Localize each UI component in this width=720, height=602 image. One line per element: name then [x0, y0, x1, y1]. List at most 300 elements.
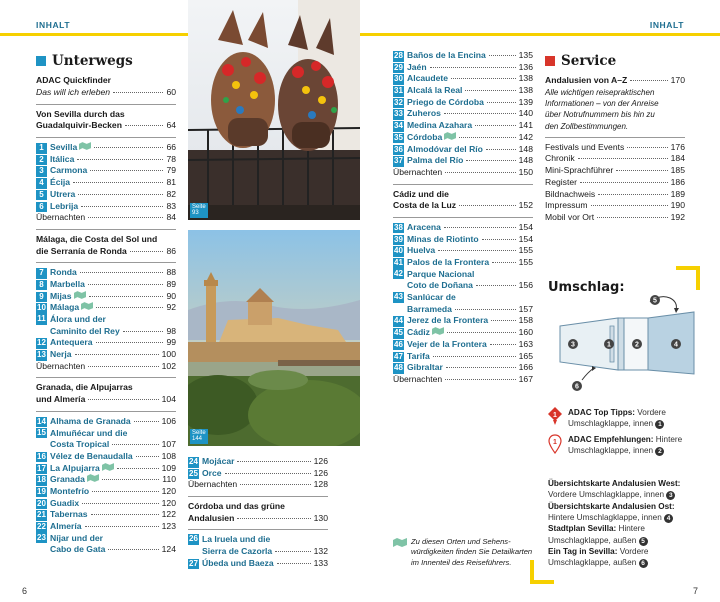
destination-entry[interactable] [36, 337, 176, 349]
destination-name: Guadix [50, 497, 80, 508]
destination-page: 89 [166, 278, 176, 289]
destination-number: 10 [37, 303, 46, 313]
destination-page: 141 [518, 120, 533, 131]
destination-name-cont: Sierra de Cazorla [202, 546, 273, 557]
recommendation-marker-icon [548, 434, 562, 454]
destination-number: 19 [37, 486, 46, 496]
service-entry-page: 184 [670, 153, 685, 164]
destination-name-cont: Barrameda [407, 303, 452, 314]
destination-name: Marbella [50, 278, 85, 289]
destination-entry-cont[interactable] [36, 326, 176, 338]
destination-number: 4 [36, 178, 47, 189]
divider [36, 229, 176, 230]
destination-entry[interactable] [393, 120, 533, 132]
destination-page: 120 [161, 485, 176, 496]
destination-name: Almuñécar und die [50, 427, 128, 438]
destination-number: 23 [37, 532, 46, 542]
destination-name: Tarifa [407, 350, 430, 361]
destination-name: Baños de la Encina [407, 50, 486, 60]
header-left: INHALT [36, 20, 71, 30]
divider [36, 104, 176, 105]
cover-map-entry[interactable]: Übersichtskarte Andalusien Ost: Hintere Umschlagklappe, innen 4 [548, 501, 675, 522]
destination-number: 21 [37, 510, 46, 520]
map-icon [81, 302, 93, 310]
destination-page: 133 [313, 557, 328, 568]
cover-map-entry[interactable]: Ein Tag in Sevilla: Vordere Umschlagklappe, außen 6 [548, 546, 649, 568]
group-title: Granada, die Alpujarras [36, 382, 133, 393]
group-entry[interactable]: Andalusien 130 [188, 512, 328, 523]
destination-entry-cont[interactable] [36, 439, 176, 451]
destination-name: Ronda [50, 267, 77, 278]
destination-page: 99 [166, 337, 176, 348]
destination-name: Minas de Riotinto [407, 233, 479, 244]
column-three [393, 50, 533, 386]
az-entry[interactable]: Andalusien von A–Z 170 [545, 75, 685, 86]
column-unterwegs [36, 52, 176, 556]
destination-entry[interactable] [36, 428, 176, 440]
destination-entry[interactable] [188, 468, 328, 480]
cover-diagram [548, 288, 698, 398]
svg-text:1: 1 [553, 439, 557, 446]
corner-mark-top-right [676, 266, 700, 290]
destination-number: 17 [37, 463, 46, 473]
destination-name: Écija [50, 177, 71, 188]
destination-page: 155 [518, 257, 533, 267]
destination-page: 82 [166, 188, 176, 199]
destination-name: Sevilla [50, 142, 78, 153]
destination-entry[interactable] [393, 155, 533, 167]
destination-entry[interactable] [36, 533, 176, 545]
map-icon [432, 327, 444, 335]
destination-entry-cont[interactable] [36, 544, 176, 556]
destination-number: 40 [394, 246, 403, 256]
cover-mark-4: 4 [674, 341, 678, 349]
ref-badge: 3 [666, 491, 675, 500]
destination-name-cont: Caminito del Rey [50, 325, 120, 336]
destination-entry[interactable] [36, 349, 176, 361]
destination-number: 13 [37, 350, 46, 360]
umschlag-title: Umschlag: [548, 280, 625, 295]
top-tipp-marker-icon [548, 407, 562, 425]
service-entry-name: Register [545, 176, 577, 187]
destination-entry[interactable] [393, 327, 533, 339]
service-entry[interactable] [545, 142, 685, 154]
destination-page: 78 [166, 153, 176, 164]
empfehlungen-legend: 1 ADAC Empfehlungen: Hintere Umschlagklappe, innen 2 [548, 434, 698, 457]
overnight-entry[interactable]: Übernachten 150 [393, 166, 533, 177]
ref-badge: 5 [639, 537, 648, 546]
destination-entry[interactable] [393, 362, 533, 374]
group-title: Córdoba und das grüne [188, 501, 285, 512]
destination-number: 47 [394, 351, 403, 361]
destination-page: 166 [518, 362, 533, 373]
destination-name: Vejer de la Frontera [407, 338, 487, 349]
destination-entry[interactable] [188, 558, 328, 570]
destination-number: 24 [189, 457, 198, 466]
blue-square-icon [36, 56, 46, 66]
section-title-unterwegs: Unterwegs [36, 52, 176, 70]
destination-name: Málaga [50, 302, 80, 313]
destination-page: 157 [518, 303, 533, 314]
destination-name: Parque Nacional [407, 268, 475, 279]
destination-entry[interactable] [36, 463, 176, 475]
overnight-entry[interactable]: Übernachten 128 [188, 479, 328, 490]
destination-number: 22 [37, 522, 46, 532]
destination-page: 154 [518, 221, 533, 232]
destination-entry[interactable] [393, 97, 533, 109]
destination-page: 90 [166, 290, 176, 301]
destination-number: 39 [394, 234, 403, 244]
destination-page: 160 [518, 327, 533, 338]
destination-page: 106 [161, 415, 176, 426]
destination-name: Sanlúcar de [407, 292, 456, 303]
destination-name: Priego de Córdoba [407, 96, 484, 107]
destination-name: Alcaudete [407, 73, 449, 84]
service-entry[interactable] [545, 212, 685, 224]
destination-name: Antequera [50, 337, 93, 348]
header-rule-right [360, 33, 720, 36]
divider [393, 217, 533, 218]
destination-number: 41 [394, 258, 403, 267]
destination-number: 1 [36, 143, 47, 154]
destination-page: 122 [161, 509, 176, 520]
destination-name: Huelva [407, 245, 436, 256]
destination-page: 139 [518, 96, 533, 107]
destination-page: 138 [518, 73, 533, 84]
destination-entry[interactable] [393, 132, 533, 144]
cover-mark-5: 5 [653, 297, 657, 305]
destination-number: 37 [394, 156, 403, 166]
destination-entry[interactable] [36, 314, 176, 326]
destination-name: Lebrija [50, 200, 79, 211]
destination-name: Granada [50, 474, 85, 485]
destination-page: 155 [518, 245, 533, 256]
destination-entry[interactable] [393, 339, 533, 351]
ref-badge: 4 [664, 514, 673, 523]
destination-entry[interactable] [188, 534, 328, 546]
divider [188, 496, 328, 497]
destination-page: 79 [166, 165, 176, 176]
destination-number: 36 [394, 144, 403, 154]
destination-page: 126 [313, 467, 328, 478]
service-entry[interactable] [545, 153, 685, 165]
group-entry[interactable]: Guadalquivir-Becken 64 [36, 120, 176, 131]
divider [36, 137, 176, 138]
destination-number: 27 [189, 558, 198, 568]
destination-entry[interactable] [36, 165, 176, 177]
overnight-entry[interactable]: Übernachten 167 [393, 373, 533, 384]
map-icon [102, 463, 114, 471]
destination-number: 18 [37, 475, 46, 485]
group-title: Málaga, die Costa del Sol und [36, 233, 158, 244]
destination-number: 14 [37, 416, 46, 426]
destination-number: 44 [394, 316, 403, 326]
cover-mark-3: 3 [571, 341, 575, 349]
destination-number: 34 [394, 121, 403, 131]
service-entry-name: Impressum [545, 200, 588, 211]
quickfinder-entry[interactable]: Das will ich erleben 60 [36, 87, 176, 98]
destination-number: 3 [36, 166, 47, 177]
destination-page: 66 [166, 142, 176, 153]
header-rule-left [0, 33, 188, 36]
destination-name: Córdoba [407, 131, 443, 142]
destination-number: 35 [394, 132, 403, 142]
destination-entry[interactable] [36, 142, 176, 154]
destination-page: 154 [518, 233, 533, 244]
service-entry[interactable] [545, 189, 685, 201]
destination-entry[interactable] [36, 291, 176, 303]
destination-number: 2 [36, 155, 47, 166]
divider [36, 411, 176, 412]
donkeys-image [188, 0, 360, 220]
destination-page: 132 [313, 546, 328, 557]
service-entry-page: 190 [670, 200, 685, 211]
destination-page: 136 [518, 61, 533, 72]
destination-entry[interactable] [36, 302, 176, 314]
destination-entry[interactable] [393, 50, 533, 62]
divider [393, 184, 533, 185]
destination-name: Gibraltar [407, 362, 443, 373]
destination-entry[interactable] [36, 486, 176, 498]
destination-entry[interactable] [36, 189, 176, 201]
destination-number: 31 [394, 86, 403, 96]
destination-entry[interactable] [188, 456, 328, 468]
destination-entry[interactable] [393, 257, 533, 269]
top-tipps-legend: 1 ADAC Top Tipps: Vordere Umschlagklappe, innen 1 [548, 407, 698, 430]
destination-name: La Iruela und die [202, 534, 271, 545]
destination-number: 38 [394, 222, 403, 232]
photo-decorated-donkeys [188, 0, 360, 220]
photo-cordoba-mezquita [188, 230, 360, 446]
destination-name: Vélez de Benaudalla [50, 450, 133, 461]
destination-name: Alhama de Granada [50, 415, 131, 426]
service-entry[interactable] [545, 177, 685, 189]
destination-name: Palma del Río [407, 155, 464, 166]
destination-number: 48 [394, 363, 403, 373]
destination-entry[interactable] [36, 498, 176, 510]
column-service [545, 52, 685, 224]
destination-entry[interactable] [36, 279, 176, 291]
destination-name: Úbeda und Baeza [202, 557, 274, 568]
red-square-icon [545, 56, 555, 66]
ref-badge: 6 [639, 559, 648, 568]
destination-number: 5 [36, 190, 47, 201]
group-title: Von Sevilla durch das [36, 108, 125, 119]
destination-number: 45 [394, 328, 403, 338]
destination-number: 20 [37, 498, 46, 508]
destination-page: 124 [161, 544, 176, 555]
map-note-text: Zu diesen Orten und Sehens- würdigkeiten finden Sie Detailkarten im Innenteil des Reiseführers. [411, 537, 533, 567]
cover-mark-6: 6 [575, 383, 579, 391]
destination-entry-cont[interactable] [393, 304, 533, 316]
destination-name: Nerja [50, 349, 72, 360]
destination-entry[interactable] [393, 222, 533, 234]
destination-entry[interactable] [36, 154, 176, 166]
destination-page: 109 [161, 462, 176, 473]
destination-page: 138 [518, 85, 533, 96]
destination-name: Itálica [50, 153, 75, 164]
destination-entry[interactable] [393, 269, 533, 281]
destination-name: Tabernas [50, 509, 88, 520]
destination-number: 11 [37, 314, 46, 324]
destination-name: Orce [202, 467, 222, 478]
destination-entry[interactable] [393, 351, 533, 363]
destination-page: 100 [161, 349, 176, 360]
destination-page: 148 [518, 155, 533, 166]
destination-name: Montefrío [50, 485, 90, 496]
destination-entry[interactable] [36, 177, 176, 189]
destination-page: 135 [518, 50, 533, 60]
overnight-entry[interactable]: Übernachten 84 [36, 212, 176, 223]
destination-name: Jaén [407, 61, 427, 72]
destination-name: Cádiz [407, 327, 430, 338]
destination-entry[interactable] [36, 474, 176, 486]
destination-number: 33 [394, 109, 403, 119]
destination-page: 148 [518, 143, 533, 154]
map-icon [87, 474, 99, 482]
map-icon [79, 142, 91, 150]
destination-name: Medina Azahara [407, 120, 473, 131]
destination-entry[interactable] [393, 108, 533, 120]
destination-page: 92 [166, 302, 176, 313]
service-entry-name: Mini-Sprachführer [545, 165, 614, 176]
destination-entry[interactable] [393, 144, 533, 156]
destination-name: Jerez de la Frontera [407, 315, 489, 326]
divider [188, 529, 328, 530]
destination-number: 26 [189, 534, 198, 544]
service-entry-page: 186 [670, 176, 685, 187]
destination-number: 42 [394, 268, 403, 278]
map-icon [74, 291, 86, 299]
destination-page: 156 [518, 280, 533, 291]
destination-entry[interactable] [36, 509, 176, 521]
cover-mark-2: 2 [635, 341, 639, 349]
destination-number: 6 [36, 202, 47, 213]
cover-maps-list [548, 478, 708, 569]
overnight-entry[interactable]: Übernachten 102 [36, 360, 176, 371]
destination-page: 142 [518, 131, 533, 142]
group-entry[interactable]: die Serranía de Ronda 86 [36, 245, 176, 256]
destination-page: 163 [518, 338, 533, 349]
group-title: Cádiz und die [393, 188, 449, 199]
service-entry[interactable] [545, 165, 685, 177]
ref-badge: 2 [655, 447, 664, 456]
destination-page: 110 [162, 474, 176, 485]
map-note [393, 537, 533, 568]
quickfinder-label: ADAC Quickfinder [36, 75, 111, 86]
destination-page: 123 [161, 521, 176, 532]
divider [36, 377, 176, 378]
destination-entry[interactable] [393, 234, 533, 246]
destination-name-cont: Costa Tropical [50, 439, 110, 450]
group-entry[interactable]: Costa de la Luz 152 [393, 200, 533, 211]
destination-entry[interactable] [36, 201, 176, 213]
service-entry[interactable] [545, 200, 685, 212]
destination-number: 25 [189, 468, 198, 478]
destination-entry[interactable] [393, 292, 533, 304]
service-entry-page: 176 [670, 141, 685, 152]
destination-number: 9 [36, 292, 47, 303]
destination-entry[interactable] [393, 315, 533, 327]
group-entry[interactable]: und Almería 104 [36, 394, 176, 405]
service-entry-name: Chronik [545, 153, 575, 164]
service-entry-name: Bildnachweis [545, 188, 596, 199]
destination-page: 107 [161, 439, 176, 450]
destination-number: 12 [37, 338, 46, 348]
destination-name: Níjar und der [50, 532, 104, 543]
cover-mark-1: 1 [607, 341, 611, 349]
destination-number: 43 [394, 292, 403, 302]
destination-page: 126 [313, 456, 328, 466]
cover-map-entry[interactable]: Übersichtskarte Andalusien West: Vordere Umschlagklappe, innen 3 [548, 479, 681, 500]
service-entry-page: 185 [670, 165, 685, 176]
destination-entry-cont[interactable] [393, 280, 533, 292]
service-entry-page: 189 [670, 188, 685, 199]
destination-name: Almodóvar del Río [407, 143, 483, 154]
destination-number: 30 [394, 74, 403, 84]
ref-badge: 1 [655, 420, 664, 429]
destination-entry[interactable] [393, 85, 533, 97]
destination-entry[interactable] [36, 267, 176, 279]
destination-name: Zuheros [407, 108, 441, 119]
svg-text:1: 1 [553, 412, 557, 419]
destination-entry-cont[interactable] [188, 546, 328, 558]
destination-page: 108 [161, 450, 176, 461]
divider [36, 262, 176, 263]
divider [545, 137, 685, 138]
service-entry-name: Festivals und Events [545, 141, 625, 152]
destination-page: 81 [166, 177, 176, 188]
destination-page: 98 [166, 325, 176, 336]
destination-page: 83 [166, 200, 176, 211]
destination-name: Palos de la Frontera [407, 257, 490, 267]
destination-name: Utrera [50, 188, 76, 199]
destination-number: 8 [36, 280, 47, 291]
destination-name: Alcalá la Real [407, 85, 463, 96]
destination-number: 46 [394, 339, 403, 349]
destination-name-cont: Cabo de Gata [50, 544, 106, 555]
cover-map-entry[interactable]: Stadtplan Sevilla: Hintere Umschlagklappe, außen 5 [548, 523, 708, 546]
map-icon [444, 132, 456, 140]
destination-page: 158 [518, 315, 533, 326]
destination-name: La Alpujarra [50, 462, 100, 473]
photo-caption-2: Seite 144 [192, 429, 206, 443]
destination-name: Mijas [50, 290, 72, 301]
destination-number: 15 [37, 427, 46, 437]
destination-name: Carmona [50, 165, 88, 176]
destination-number: 29 [394, 62, 403, 72]
destination-page: 120 [161, 497, 176, 508]
destination-entry[interactable] [36, 416, 176, 428]
destination-page: 88 [166, 267, 176, 278]
az-description: Alle wichtigen reisepraktischen Informationen – von der Anreise über Notrufnummern bis hin zu den Zollbestimmungen. [545, 88, 659, 131]
map-icon [393, 538, 407, 568]
destination-number: 32 [394, 97, 403, 107]
column-middle [188, 456, 328, 570]
destination-name: Álora und der [50, 314, 106, 325]
destination-name-cont: Coto de Doñana [407, 280, 473, 291]
cordoba-image [188, 230, 360, 446]
destination-entry[interactable] [393, 245, 533, 257]
header-right: INHALT [649, 20, 684, 30]
page-number-left: 6 [22, 586, 28, 596]
destination-entry[interactable] [36, 521, 176, 533]
destination-page: 140 [518, 108, 533, 119]
destination-entry[interactable] [393, 62, 533, 74]
page-number-right: 7 [692, 586, 698, 596]
destination-entry[interactable] [393, 73, 533, 85]
destination-entry[interactable] [36, 451, 176, 463]
